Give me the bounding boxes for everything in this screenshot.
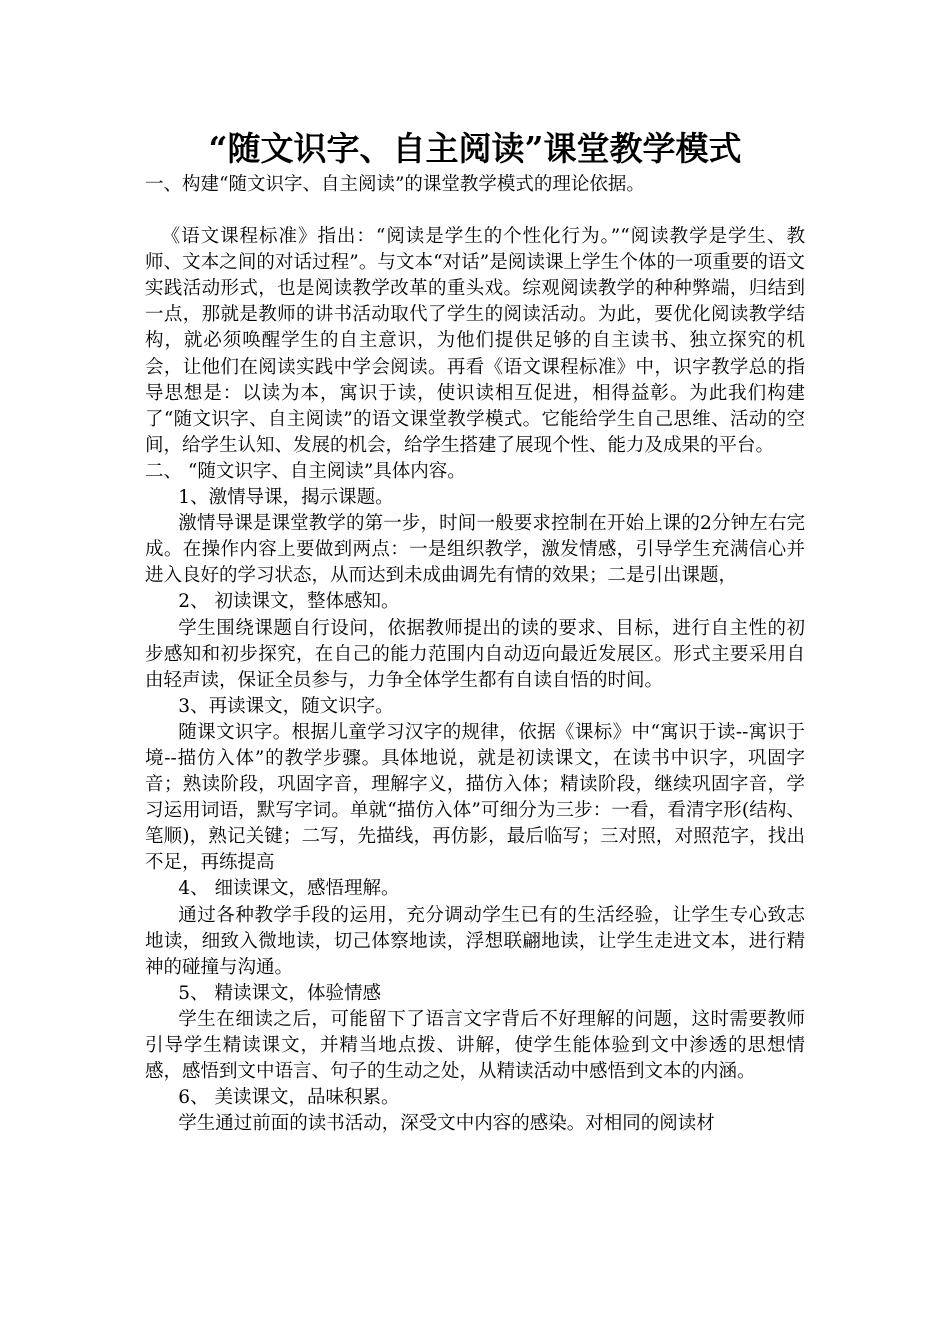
step-2-heading: 2、 初读课文，整体感知。 [178,591,400,613]
step-6-paragraph: 学生通过前面的读书活动，深受文中内容的感染。对相同的阅读材 [178,1113,715,1135]
section1-paragraph: 《语文课程标准》指出：“阅读是学生的个性化行为。”“阅读教学是学生、教师、文本之间的对话过程”。与文本“对话”是阅读课上学生个体的一项重要的语文实践活动形式，也是阅读教学改革的重头戏。综观阅读教学的种种弊端，归结到一点，那就是教师的讲书活动取代了学生的阅读活动。为此，要优化阅读教学结构，就必须唤醒学生的自主意识，为他们提供足够的自主读书、独立探究的机会，让他们在阅读实践中学会阅读。再看《语文课程标准》中，识字教学总的指导思想是：以读为本，寓识于读，使识读相互促进，相得益彰。为此我们构建了“随文识字、自主阅读”的语文课堂教学模式。它能给学生自己思维、活动的空间，给学生认知、发展的机会，给学生搭建了展现个性、能力及成果的平台。 [145,226,805,456]
step-2-paragraph: 学生围绕课题自行设问，依据教师提出的读的要求、目标，进行自主性的初步感知和初步探究，在自己的能力范围内自动迈向最近发展区。形式主要采用自由轻声读，保证全员参与，力争全体学生都有自读自悟的时间。 [145,617,805,691]
step-3-paragraph: 随课文识字。根据儿童学习汉字的规律，依据《课标》中“寓识于读--寓识于境--描仿入体”的教学步骤。具体地说，就是初读课文，在读书中识字，巩固字音；熟读阶段，巩固字音，理解字义，描仿入体；精读阶段，继续巩固字音，学习运用词语，默写字词。单就“描仿入体”可细分为三步：一看，看清字形(结构、笔顺)，熟记关键；二写，先描线，再仿影，最后临写；三对照，对照范字，找出不足，再练提高 [145,721,805,874]
blank-line [145,198,805,224]
section1-heading: 一、构建“随文识字、自主阅读”的课堂教学模式的理论依据。 [145,174,645,195]
section2-heading: 二、 “随文识字、自主阅读”具体内容。 [145,460,466,482]
step-5-heading: 5、 精读课文，体验情感 [178,982,381,1004]
step-1-paragraph: 激情导课是课堂教学的第一步，时间一般要求控制在开始上课的2分钟左右完成。在操作内容上要做到两点：一是组织教学，激发情感，引导学生充满信心并进入良好的学习状态，从而达到未成曲调先有情的效果；二是引出课题， [145,513,805,587]
step-5-paragraph: 学生在细读之后，可能留下了语言文字背后不好理解的问题，这时需要教师引导学生精读课文，并精当地点拨、讲解，使学生能体验到文中渗透的思想情感，感悟到文中语言、句子的生动之处，从精读活动中感悟到文本的内涵。 [145,1008,805,1083]
step-3-heading: 3、再读课文，随文识字。 [178,695,394,717]
document-title: “随文识字、自主阅读”课堂教学模式 [208,129,742,168]
step-4-paragraph: 通过各种教学手段的运用，充分调动学生已有的生活经验，让学生专心致志地读，细致入微地读，切己体察地读，浮想联翩地读，让学生走进文本，进行精神的碰撞与沟通。 [145,904,805,978]
step-4-heading: 4、 细读课文，感悟理解。 [178,878,400,900]
document-body [145,172,805,1137]
step-6-heading: 6、 美读课文，品味积累。 [178,1087,400,1109]
step-1-heading: 1、激情导课，揭示课题。 [178,487,394,509]
